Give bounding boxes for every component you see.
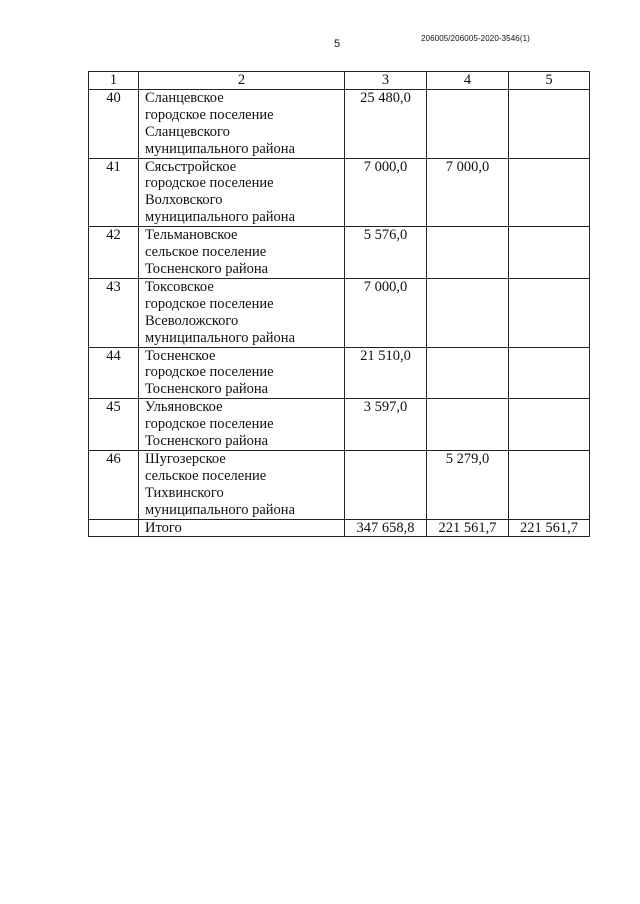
settlement-name: Сясьстройское городское поселение Волховского муниципального района — [139, 158, 345, 227]
header-cell: 1 — [89, 72, 139, 90]
table-row — [89, 450, 590, 519]
settlement-name: Шугозерское сельское поселение Тихвинского муниципального района — [139, 450, 345, 519]
value-col4 — [427, 347, 509, 399]
total-col4: 221 561,7 — [427, 519, 509, 537]
settlement-name: Тосненское городское поселение Тосненского района — [139, 347, 345, 399]
value-col4 — [427, 227, 509, 279]
header-cell: 2 — [139, 72, 345, 90]
row-number: 45 — [89, 399, 139, 451]
value-col3: 25 480,0 — [345, 89, 427, 158]
row-number: 43 — [89, 278, 139, 347]
table-header-row — [89, 72, 590, 90]
settlement-name: Ульяновское городское поселение Тосненского района — [139, 399, 345, 451]
total-number — [89, 519, 139, 537]
table-row — [89, 158, 590, 227]
header-cell: 3 — [345, 72, 427, 90]
table-row — [89, 347, 590, 399]
value-col3: 7 000,0 — [345, 278, 427, 347]
settlement-name: Тельмановское сельское поселение Тосненского района — [139, 227, 345, 279]
value-col4 — [427, 89, 509, 158]
row-number: 42 — [89, 227, 139, 279]
total-col3: 347 658,8 — [345, 519, 427, 537]
table-row — [89, 278, 590, 347]
header-cell: 5 — [509, 72, 590, 90]
value-col5 — [509, 347, 590, 399]
document-id: 206005/206005-2020-3546(1) — [421, 34, 530, 43]
page-number: 5 — [334, 38, 341, 50]
settlement-name: Сланцевское городское поселение Сланцевского муниципального района — [139, 89, 345, 158]
value-col3: 21 510,0 — [345, 347, 427, 399]
value-col5 — [509, 89, 590, 158]
value-col4 — [427, 278, 509, 347]
table-row — [89, 89, 590, 158]
table-row — [89, 227, 590, 279]
settlement-name: Токсовское городское поселение Всеволожского муниципального района — [139, 278, 345, 347]
value-col5 — [509, 158, 590, 227]
row-number: 46 — [89, 450, 139, 519]
value-col5 — [509, 227, 590, 279]
total-row — [89, 519, 590, 537]
value-col4: 5 279,0 — [427, 450, 509, 519]
value-col3: 5 576,0 — [345, 227, 427, 279]
value-col5 — [509, 278, 590, 347]
table-row — [89, 399, 590, 451]
header-cell: 4 — [427, 72, 509, 90]
value-col3: 3 597,0 — [345, 399, 427, 451]
value-col5 — [509, 450, 590, 519]
value-col4: 7 000,0 — [427, 158, 509, 227]
total-label: Итого — [139, 519, 345, 537]
value-col4 — [427, 399, 509, 451]
value-col3 — [345, 450, 427, 519]
total-col5: 221 561,7 — [509, 519, 590, 537]
distribution-table — [88, 71, 590, 537]
value-col5 — [509, 399, 590, 451]
row-number: 40 — [89, 89, 139, 158]
row-number: 41 — [89, 158, 139, 227]
value-col3: 7 000,0 — [345, 158, 427, 227]
row-number: 44 — [89, 347, 139, 399]
